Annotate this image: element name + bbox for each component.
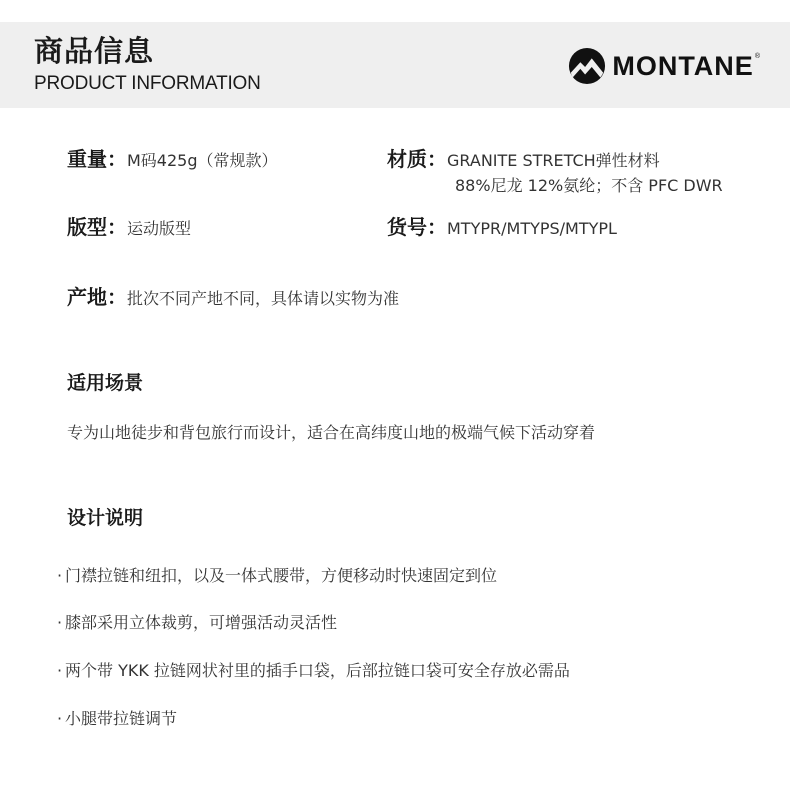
usage-section-title: 适用场景 <box>67 372 144 394</box>
spec-fit-value: 运动版型 <box>127 219 192 238</box>
spec-material-value: GRANITE STRETCH弹性材料 <box>447 151 660 170</box>
spec-weight-value: M码425g（常规款） <box>127 151 278 170</box>
page-title-zh: 商品信息 <box>34 34 155 68</box>
design-list-item-text: 膝部采用立体裁剪，可增强活动灵活性 <box>65 613 338 632</box>
design-list-item-text: 门襟拉链和纽扣，以及一体式腰带，方便移动时快速固定到位 <box>65 566 498 585</box>
spec-item-number <box>387 215 617 241</box>
spec-material-label: 材质： <box>387 147 447 171</box>
page-title-en: PRODUCT INFORMATION <box>34 73 261 94</box>
brand-name: MONTANE <box>612 50 754 81</box>
design-list-item <box>57 660 570 682</box>
spec-item-number-value: MTYPR/MTYPS/MTYPL <box>447 219 617 238</box>
spec-fit <box>67 215 191 241</box>
spec-origin-label: 产地： <box>67 285 127 309</box>
header-banner <box>0 22 790 108</box>
spec-item-number-label: 货号： <box>387 215 447 239</box>
design-list-item-text: 两个带 YKK 拉链网状衬里的插手口袋，后部拉链口袋可安全存放必需品 <box>65 661 570 680</box>
bullet-dot: · <box>57 613 63 632</box>
bullet-dot: · <box>57 709 63 728</box>
usage-description: 专为山地徒步和背包旅行而设计，适合在高纬度山地的极端气候下活动穿着 <box>67 423 596 442</box>
design-list-item <box>57 612 337 634</box>
registered-mark: ® <box>754 53 760 60</box>
bullet-dot: · <box>57 661 63 680</box>
design-list-item <box>57 708 177 730</box>
brand-logo <box>568 49 760 83</box>
spec-weight <box>67 147 278 173</box>
spec-origin <box>67 285 399 311</box>
design-list-item <box>57 565 497 587</box>
design-section-title: 设计说明 <box>67 507 144 529</box>
bullet-dot: · <box>57 566 63 585</box>
spec-origin-value: 批次不同产地不同，具体请以实物为准 <box>127 289 400 308</box>
spec-weight-label: 重量： <box>67 147 127 171</box>
spec-material-value-line2: 88%尼龙 12%氨纶；不含 PFC DWR <box>455 176 723 195</box>
spec-material <box>387 147 723 199</box>
spec-fit-label: 版型： <box>67 215 127 239</box>
design-list-item-text: 小腿带拉链调节 <box>65 709 178 728</box>
montane-mountain-logo-icon <box>568 47 606 85</box>
